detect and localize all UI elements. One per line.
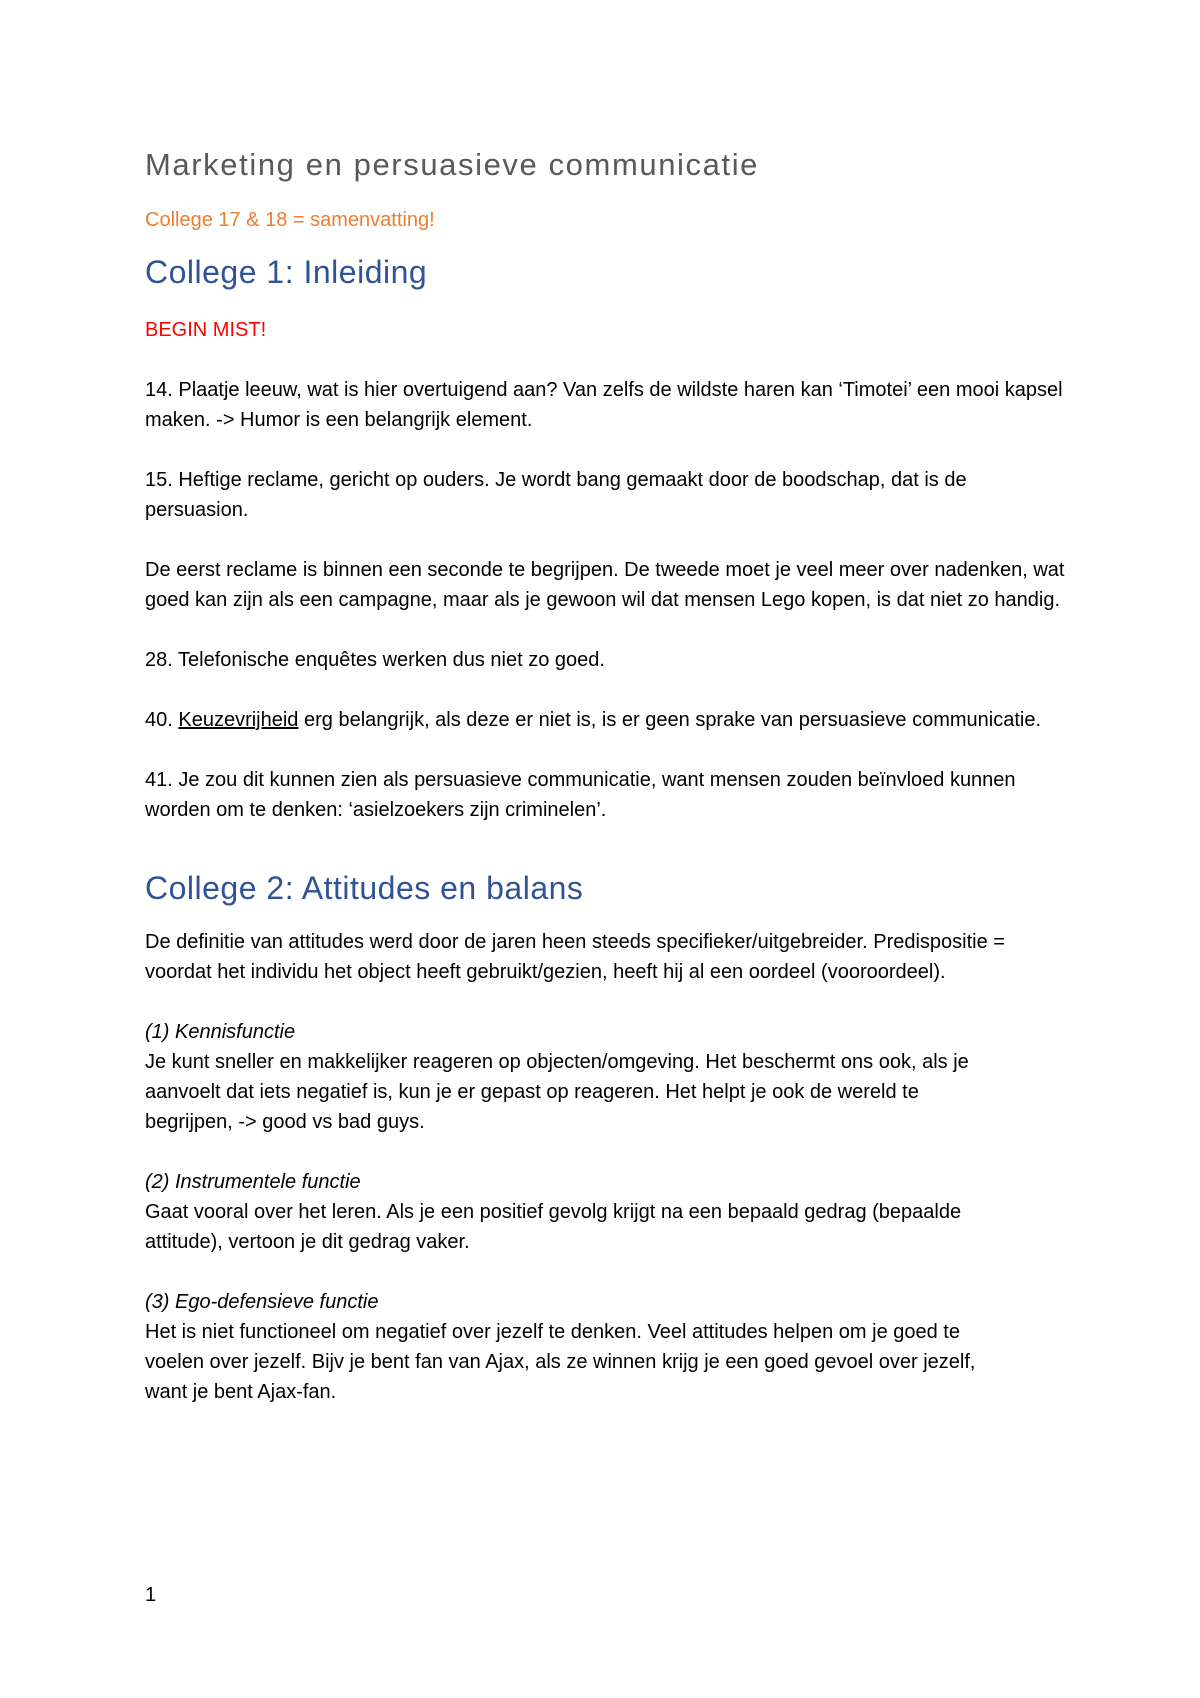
ego-defensieve-functie-line-2: voelen over jezelf. Bijv je bent fan van Ajax, als ze winnen krijg je een goed gevoel over jezelf, [145,1351,976,1373]
instrumentele-functie-line-2: attitude), vertoon je dit gedrag vaker. [145,1231,470,1253]
paragraph-14-line-1: 14. Plaatje leeuw, wat is hier overtuigend aan? Van zelfs de wildste haren kan ‘Timotei’ een [145,379,951,401]
kennisfunctie-line-2: aanvoelt dat iets negatief is, kun je er gepast op reageren. Het helpt je ook de wereld te [145,1081,919,1103]
attitudes-intro-line-2: Predispositie = voordat het individu het object heeft gebruikt/gezien, heeft hij al een oordeel [145,931,1005,983]
college-1-heading: College 1: Inleiding [145,254,428,290]
paragraph-eerst-line-3: kopen, is dat niet zo handig. [810,589,1061,611]
paragraph-14-line-3: -> Humor is een belangrijk element. [216,409,533,431]
college-2-heading: College 2: Attitudes en balans [145,870,584,906]
paragraph-40-line-1 [145,709,907,731]
page-number: 1 [145,1584,157,1606]
attitudes-intro [145,927,1075,987]
attitudes-intro-line-1: De definitie van attitudes werd door de jaren heen steeds specifieker/uitgebreider. [145,931,868,953]
paragraph-15-line-2: persuasion. [145,499,249,521]
instrumentele-functie-label: (2) Instrumentele functie [145,1171,361,1193]
kennisfunctie-line-3: begrijpen, -> good vs bad guys. [145,1111,425,1133]
paragraph-40-rest: erg belangrijk, als deze er niet is, is er geen sprake van persuasieve [298,709,907,731]
paragraph-28 [145,645,1075,675]
kennisfunctie-line-1: Je kunt sneller en makkelijker reageren op objecten/omgeving. Het beschermt ons ook, als je [145,1051,969,1073]
instrumentele-functie-line-1: Gaat vooral over het leren. Als je een positief gevolg krijgt na een bepaald gedrag (bepaalde [145,1201,962,1223]
kennisfunctie-label: (1) Kennisfunctie [145,1021,296,1043]
paragraph-15-line-1: 15. Heftige reclame, gericht op ouders. Je wordt bang gemaakt door de boodschap, dat is de [145,469,967,491]
paragraph-41-line-2: kunnen worden om te denken: ‘asielzoekers zijn criminelen’. [145,769,1016,821]
keuzevrijheid-term: Keuzevrijheid [178,709,299,731]
paragraph-eerst-reclame [145,555,1075,615]
document-body [145,145,1075,1437]
paragraph-eerst-line-2: nadenken, wat goed kan zijn als een campagne, maar als je gewoon wil dat mensen Lego [145,559,1065,611]
paragraph-15 [145,465,1075,525]
summary-note: College 17 & 18 = samenvatting! [145,209,435,231]
paragraph-eerst-line-1: De eerst reclame is binnen een seconde te begrijpen. De tweede moet je veel meer over [145,559,929,581]
paragraph-14 [145,375,1075,435]
paragraph-28-line-1: 28. Telefonische enquêtes werken dus niet zo goed. [145,649,605,671]
document-title: Marketing en persuasieve communicatie [145,147,760,182]
ego-defensieve-functie-line-3: want je bent Ajax-fan. [145,1381,337,1403]
paragraph-40-prefix: 40. [145,709,179,731]
attitudes-intro-line-3: (vooroordeel). [821,961,946,983]
kennisfunctie-section [145,1017,1075,1137]
paragraph-14-line-2: mooi kapsel maken. [145,379,1063,431]
begin-missing-warning: BEGIN MIST! [145,319,267,341]
paragraph-41-line-1: 41. Je zou dit kunnen zien als persuasieve communicatie, want mensen zouden beïnvloed [145,769,945,791]
ego-defensieve-functie-label: (3) Ego-defensieve functie [145,1291,379,1313]
paragraph-40 [145,705,1075,735]
paragraph-40-line-2: communicatie. [912,709,1042,731]
instrumentele-functie-section [145,1167,1075,1257]
paragraph-41 [145,765,1075,825]
ego-defensieve-functie-line-1: Het is niet functioneel om negatief over jezelf te denken. Veel attitudes helpen om je goed te [145,1321,960,1343]
ego-defensieve-functie-section [145,1287,1075,1407]
